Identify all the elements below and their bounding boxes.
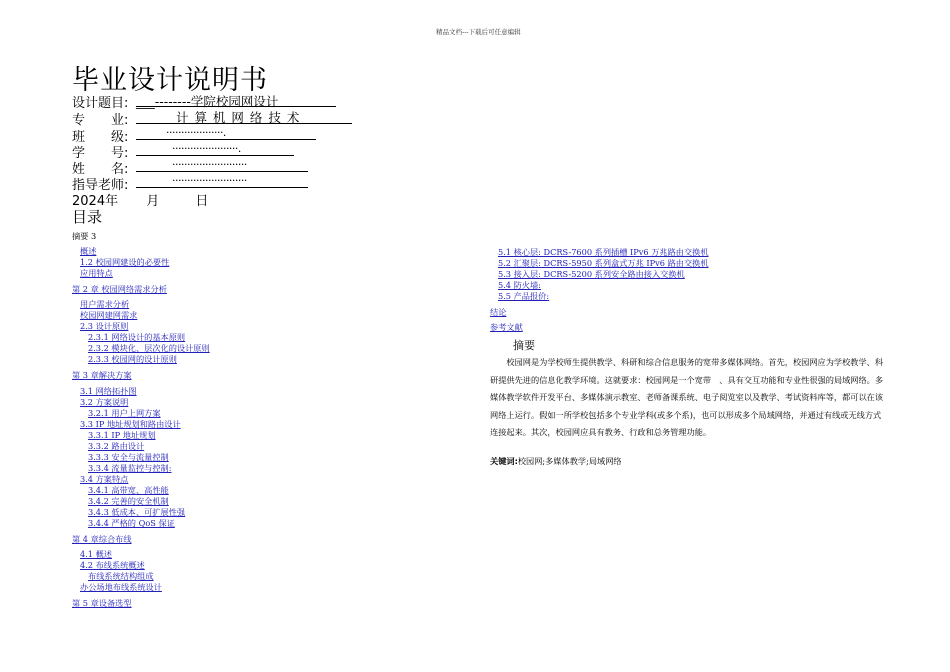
toc-link[interactable]: 5.3 接入层: DCRS-5200 系列安全路由接入交换机 bbox=[498, 269, 685, 279]
toc-link[interactable]: 3.3.2 路由设计 bbox=[88, 441, 145, 451]
date-month: 月 bbox=[146, 194, 160, 209]
toc-chapter-2[interactable]: 第 2 章 校园网络需求分析 bbox=[72, 284, 167, 294]
toc-link[interactable]: 应用特点 bbox=[80, 268, 113, 278]
toc-link[interactable]: 3.4 方案特点 bbox=[80, 474, 129, 484]
toc-link[interactable]: 5.4 防火墙: bbox=[498, 280, 541, 290]
toc-chapter-4[interactable]: 第 4 章综合布线 bbox=[72, 534, 132, 544]
toc-link[interactable]: 2.3.3 校园网的设计原则 bbox=[88, 354, 177, 364]
toc-link[interactable]: 3.2 方案说明 bbox=[80, 397, 129, 407]
toc-link[interactable]: 2.3.1 网络设计的基本原则 bbox=[88, 332, 186, 342]
toc-link[interactable]: 3.2.1 用户上网方案 bbox=[88, 408, 161, 418]
toc-link[interactable]: 3.3.1 IP 地址规划 bbox=[88, 430, 156, 440]
abstract-body: 校园网是为学校师生提供教学、科研和综合信息服务的宽带多媒体网络。首先，校园网应为学校教学、科研提供先进的信息化教学环境。这就要求：校园网是一个宽带 、具有交互功能和专业性很强的局域网络。多媒体教学软件开发平台、多媒体演示教室、老师备课系统、电子阅览室以及教学、考试资料库等，都可以在该网络上运行。假如一所学校包括多个专业学科(或多个系)，也可以形成多个局域网络，并通过有线或无线方式连接起来。其次，校园网应具有教务、行政和总务管理功能。 bbox=[490, 357, 884, 438]
date-day: 日 bbox=[195, 194, 209, 209]
toc-entry-abstract: 摘要 3 bbox=[72, 231, 97, 241]
field-underline bbox=[136, 123, 352, 124]
keywords-label: 关键词: bbox=[490, 456, 518, 466]
field-underline bbox=[136, 187, 308, 188]
toc-link[interactable]: 3.3.4 流量监控与控制: bbox=[88, 463, 172, 473]
field-underline bbox=[136, 155, 294, 156]
toc-link[interactable]: 办公场地布线系统设计 bbox=[80, 582, 162, 592]
toc-link[interactable]: 5.1 核心层: DCRS-7600 系列插槽 IPv6 万兆路由交换机 bbox=[498, 247, 709, 257]
field-value-major: 计 算 机 网 络 技 术 bbox=[176, 110, 301, 125]
toc-link[interactable]: 校园网建网需求 bbox=[80, 310, 138, 320]
toc-link-references[interactable]: 参考文献 bbox=[490, 322, 523, 332]
toc-link[interactable]: 3.4.4 严格的 QoS 保证 bbox=[88, 518, 175, 528]
field-value-name: ························· bbox=[172, 158, 247, 171]
toc-link[interactable]: 2.3.2 模块化、层次化的设计原则 bbox=[88, 343, 210, 353]
date-year: 2024年 bbox=[72, 194, 119, 209]
toc-link[interactable]: 1.2 校园网建设的必要性 bbox=[80, 257, 170, 267]
toc-chapter-3[interactable]: 第 3 章解决方案 bbox=[72, 370, 132, 380]
field-label: 指导老师: bbox=[72, 178, 129, 193]
field-value-advisor: ························· bbox=[172, 174, 247, 187]
field-underline bbox=[136, 106, 336, 107]
toc-link[interactable]: 4.1 概述 bbox=[80, 549, 112, 559]
field-label: 设计题目: bbox=[72, 96, 129, 111]
toc-link[interactable]: 4.2 布线系统概述 bbox=[80, 560, 145, 570]
field-underline bbox=[136, 171, 308, 172]
toc-link[interactable]: 3.4.1 高带宽、高性能 bbox=[88, 485, 169, 495]
toc-link[interactable]: 3.3.3 安全与流量控制 bbox=[88, 452, 169, 462]
field-value-student-id: ······················. bbox=[172, 142, 241, 155]
toc-link[interactable]: 用户需求分析 bbox=[80, 299, 130, 309]
toc-link-conclusion[interactable]: 结论 bbox=[490, 307, 507, 317]
keywords-value: 校园网;多媒体教学;局域网络 bbox=[517, 456, 622, 466]
toc-link[interactable]: 3.3 IP 地址规划和路由设计 bbox=[80, 419, 181, 429]
toc-link[interactable]: 3.4.2 完善的安全机制 bbox=[88, 496, 169, 506]
field-label: 学 号: bbox=[72, 146, 129, 161]
toc-link[interactable]: 5.2 汇聚层: DCRS-5950 系列盒式万兆 IPv6 路由交换机 bbox=[498, 258, 709, 268]
toc-link[interactable]: 3.1 网络拓扑图 bbox=[80, 386, 137, 396]
field-value-design-topic: ___--------学院校园网设计 bbox=[136, 94, 279, 109]
field-value-class: ···················. bbox=[166, 126, 226, 139]
abstract-keywords bbox=[490, 456, 622, 467]
field-label: 专 业: bbox=[72, 113, 129, 128]
abstract-title: 摘要 bbox=[513, 339, 535, 352]
field-label: 姓 名: bbox=[72, 162, 129, 177]
field-underline bbox=[136, 139, 316, 140]
toc-link[interactable]: 5.5 产品报价: bbox=[498, 291, 550, 301]
toc-link[interactable]: 2.3 设计原则 bbox=[80, 321, 129, 331]
toc-chapter-5[interactable]: 第 5 章设备选型 bbox=[72, 598, 132, 608]
toc-heading: 目录 bbox=[72, 208, 103, 226]
field-label: 班 级: bbox=[72, 130, 129, 145]
page-header-note: 精品文档---下载后可任意编辑 bbox=[436, 28, 521, 36]
toc-link[interactable]: 3.4.3 低成本、可扩展性强 bbox=[88, 507, 186, 517]
toc-link[interactable]: 布线系统结构组成 bbox=[88, 571, 154, 581]
document-title: 毕业设计说明书 bbox=[72, 65, 268, 96]
toc-link[interactable]: 概述 bbox=[80, 246, 97, 256]
